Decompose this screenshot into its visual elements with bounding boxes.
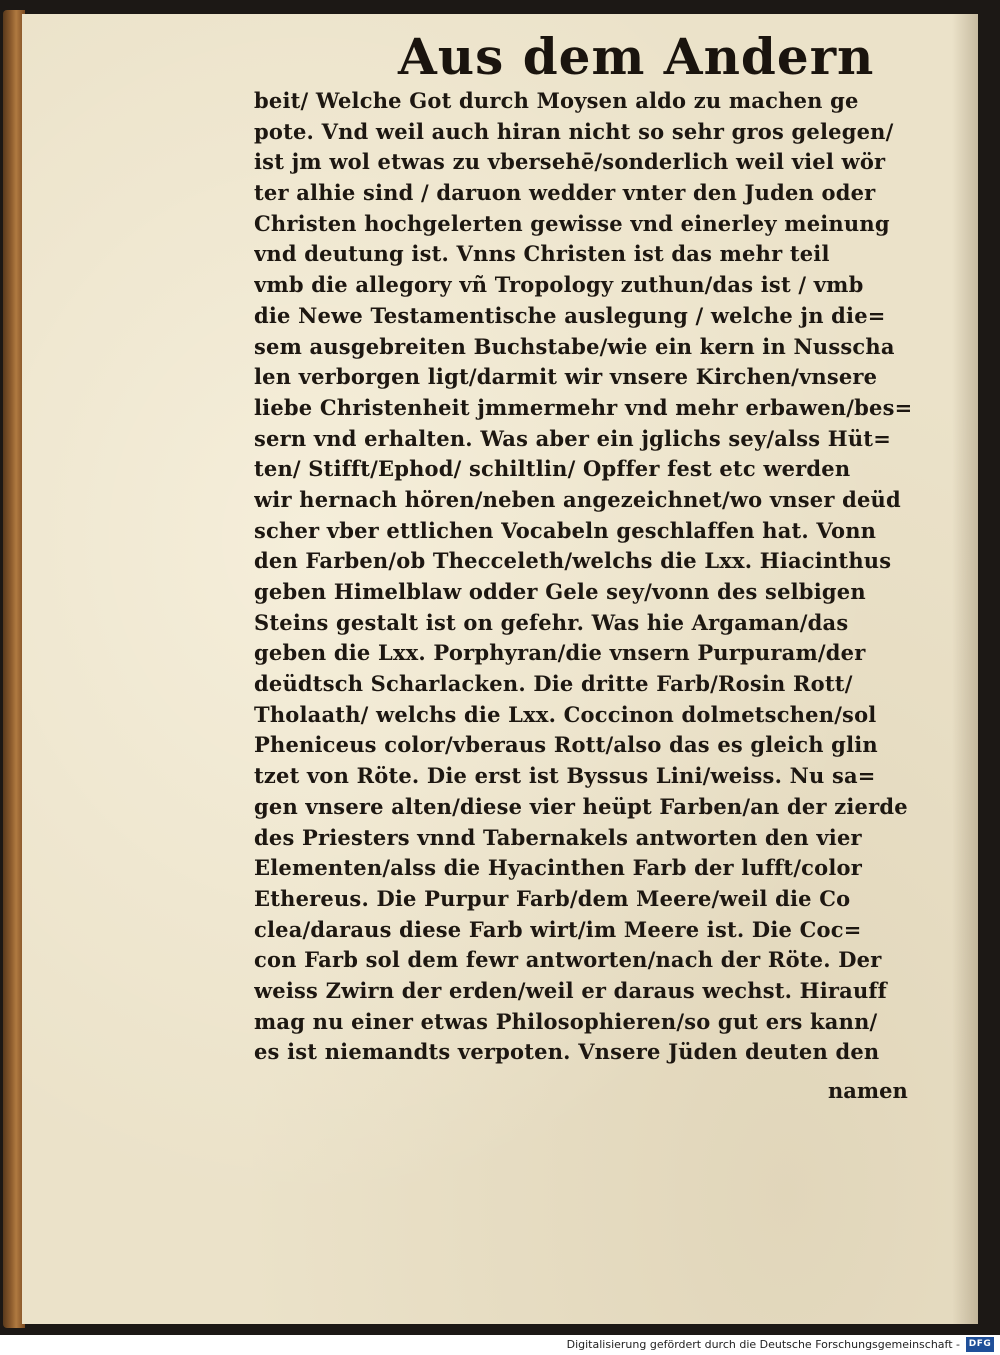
footer-credit: Digitalisierung gefördert durch die Deutsche Forschungsgemeinschaft - bbox=[566, 1338, 960, 1351]
text-line: den Farben/ob Thecceleth/welchs die Lxx. Hiacinthus bbox=[254, 548, 892, 574]
text-line: scher vber ettlichen Vocabeln geschlaffen hat. Vonn bbox=[254, 517, 877, 543]
text-line: ter alhie sind / daruon wedder vnter den Juden oder bbox=[254, 180, 876, 206]
text-line: die Newe Testamentische auslegung / welche jn die= bbox=[254, 302, 886, 328]
text-line: weiss Zwirn der erden/weil er daraus wechst. Hirauff bbox=[254, 977, 887, 1003]
text-line: clea/daraus diese Farb wirt/im Meere ist. Die Coc= bbox=[254, 916, 862, 942]
page-gutter-shadow bbox=[952, 14, 978, 1324]
body-text bbox=[254, 86, 934, 1068]
text-line: Tholaath/ welchs die Lxx. Coccinon dolmetschen/sol bbox=[254, 701, 877, 727]
text-line: len verborgen ligt/darmit wir vnsere Kirchen/vnsere bbox=[254, 364, 878, 390]
running-head: Aus dem Andern bbox=[398, 27, 875, 86]
text-line: deüdtsch Scharlacken. Die dritte Farb/Rosin Rott/ bbox=[254, 671, 853, 697]
text-line: es ist niemandts verpoten. Vnsere Jüden deuten den bbox=[254, 1039, 880, 1065]
text-line: sem ausgebreiten Buchstabe/wie ein kern in Nusscha bbox=[254, 333, 895, 359]
text-line: sern vnd erhalten. Was aber ein jglichs sey/alss Hüt= bbox=[254, 425, 891, 451]
text-line: Pheniceus color/vberaus Rott/also das es gleich glin bbox=[254, 732, 878, 758]
text-line: vnd deutung ist. Vnns Christen ist das mehr teil bbox=[254, 241, 830, 267]
text-line: Steins gestalt ist on gefehr. Was hie Argaman/das bbox=[254, 609, 849, 635]
text-line: ten/ Stifft/Ephod/ schiltlin/ Opffer fest etc werden bbox=[254, 456, 851, 482]
text-line: gen vnsere alten/diese vier heüpt Farben/an der zierde bbox=[254, 793, 908, 819]
text-line: con Farb sol dem fewr antworten/nach der Röte. Der bbox=[254, 947, 882, 973]
text-line: geben Himelblaw odder Gele sey/vonn des selbigen bbox=[254, 579, 866, 604]
text-line: pote. Vnd weil auch hiran nicht so sehr gros gelegen/ bbox=[254, 118, 894, 144]
footer-bar bbox=[0, 1335, 1000, 1355]
text-line: geben die Lxx. Porphyran/die vnsern Purpuram/der bbox=[254, 640, 866, 666]
text-line: ist jm wol etwas zu vbersehē/sonderlich weil viel wör bbox=[254, 149, 886, 175]
text-line: tzet von Röte. Die erst ist Byssus Lini/weiss. Nu sa= bbox=[254, 763, 876, 789]
text-line: Christen hochgelerten gewisse vnd einerley meinung bbox=[254, 210, 890, 236]
catchword: namen bbox=[828, 1078, 908, 1103]
text-line: vmb die allegory vñ Tropology zuthun/das ist / vmb bbox=[254, 272, 864, 298]
dfg-logo-icon: DFG bbox=[966, 1337, 994, 1352]
text-line: Ethereus. Die Purpur Farb/dem Meere/weil die Co bbox=[254, 885, 851, 911]
text-line: beit/ Welche Got durch Moysen aldo zu machen ge bbox=[254, 88, 859, 113]
text-line: wir hernach hören/neben angezeichnet/wo vnser deüd bbox=[254, 486, 901, 512]
text-line: liebe Christenheit jmmermehr vnd mehr erbawen/bes= bbox=[254, 394, 913, 420]
text-line: des Priesters vnnd Tabernakels antworten den vier bbox=[254, 824, 862, 850]
text-line: mag nu einer etwas Philosophieren/so gut ers kann/ bbox=[254, 1008, 878, 1034]
text-line: Elementen/alss die Hyacinthen Farb der lufft/color bbox=[254, 855, 863, 881]
